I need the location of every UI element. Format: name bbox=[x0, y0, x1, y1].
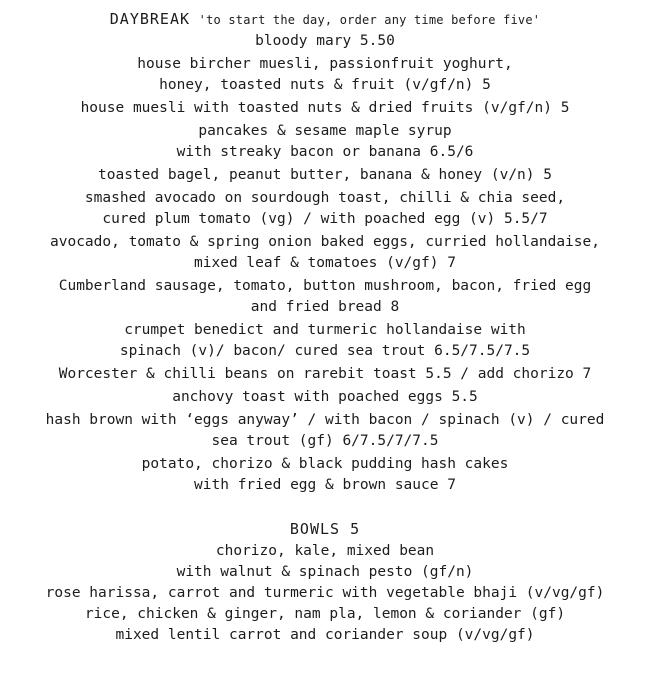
menu-item-line: toasted bagel, peanut butter, banana & honey (v/n) 5 bbox=[98, 167, 552, 183]
menu-item bbox=[0, 410, 650, 452]
menu-item bbox=[0, 364, 650, 385]
menu-item-line: rice, chicken & ginger, nam pla, lemon & coriander (gf) bbox=[84, 606, 566, 622]
section-title: BOWLS 5 bbox=[289, 520, 361, 538]
menu-item-line: potato, chorizo & black pudding hash cakes bbox=[141, 456, 509, 472]
daybreak-header bbox=[0, 8, 650, 31]
menu-item-line: smashed avocado on sourdough toast, chilli & chia seed, bbox=[84, 190, 566, 206]
menu-item-line: with streaky bacon or banana 6.5/6 bbox=[176, 144, 474, 160]
menu-item-line: sea trout (gf) 6/7.5/7/7.5 bbox=[211, 433, 439, 449]
menu-item-line: anchovy toast with poached eggs 5.5 bbox=[172, 389, 478, 405]
menu-item-line: Worcester & chilli beans on rarebit toast 5.5 / add chorizo 7 bbox=[58, 366, 592, 382]
menu-item bbox=[0, 165, 650, 186]
menu-item-line: and fried bread 8 bbox=[250, 299, 400, 315]
menu-item-line: hash brown with ‘eggs anyway’ / with bacon / spinach (v) / cured bbox=[45, 412, 605, 428]
menu-item-line: chorizo, kale, mixed bean bbox=[215, 543, 435, 559]
menu-item-line: avocado, tomato & spring onion baked eggs, curried hollandaise, bbox=[50, 234, 600, 250]
menu-item-line: bloody mary 5.50 bbox=[255, 33, 395, 49]
menu-item-line: house bircher muesli, passionfruit yoghurt, bbox=[137, 56, 513, 72]
daybreak-items bbox=[0, 31, 650, 496]
section-note: 'to start the day, order any time before five' bbox=[198, 13, 541, 27]
menu bbox=[0, 8, 650, 646]
menu-item bbox=[0, 121, 650, 163]
bowls-items bbox=[0, 541, 650, 646]
menu-item-line: mixed leaf & tomatoes (v/gf) 7 bbox=[194, 255, 456, 271]
menu-item bbox=[0, 31, 650, 52]
menu-item-line: honey, toasted nuts & fruit (v/gf/n) 5 bbox=[159, 77, 491, 93]
bowls-section bbox=[0, 518, 650, 646]
menu-item-line: Cumberland sausage, tomato, button mushroom, bacon, fried egg bbox=[58, 278, 592, 294]
menu-item bbox=[0, 454, 650, 496]
menu-item-line: house muesli with toasted nuts & dried fruits (v/gf/n) 5 bbox=[80, 100, 570, 116]
bowls-header bbox=[0, 518, 650, 541]
section-title: DAYBREAK bbox=[109, 10, 191, 28]
menu-item bbox=[0, 98, 650, 119]
menu-item bbox=[0, 320, 650, 362]
menu-item-line: with walnut & spinach pesto (gf/n) bbox=[176, 564, 474, 580]
section-spacer bbox=[0, 498, 650, 518]
menu-item-line: mixed lentil carrot and coriander soup (v/vg/gf) bbox=[115, 627, 535, 643]
daybreak-section bbox=[0, 8, 650, 496]
menu-item bbox=[0, 604, 650, 625]
menu-item-line: crumpet benedict and turmeric hollandaise with bbox=[124, 322, 526, 338]
menu-item bbox=[0, 188, 650, 230]
menu-item-line: with fried egg & brown sauce 7 bbox=[194, 477, 456, 493]
menu-item bbox=[0, 625, 650, 646]
menu-item-line: cured plum tomato (vg) / with poached egg (v) 5.5/7 bbox=[102, 211, 548, 227]
menu-item bbox=[0, 232, 650, 274]
menu-item bbox=[0, 583, 650, 604]
menu-item-line: spinach (v)/ bacon/ cured sea trout 6.5/7.5/7.5 bbox=[119, 343, 531, 359]
menu-item bbox=[0, 541, 650, 583]
menu-item bbox=[0, 276, 650, 318]
menu-item-line: rose harissa, carrot and turmeric with vegetable bhaji (v/vg/gf) bbox=[45, 585, 605, 601]
menu-item bbox=[0, 387, 650, 408]
menu-item-line: pancakes & sesame maple syrup bbox=[198, 123, 452, 139]
menu-item bbox=[0, 54, 650, 96]
